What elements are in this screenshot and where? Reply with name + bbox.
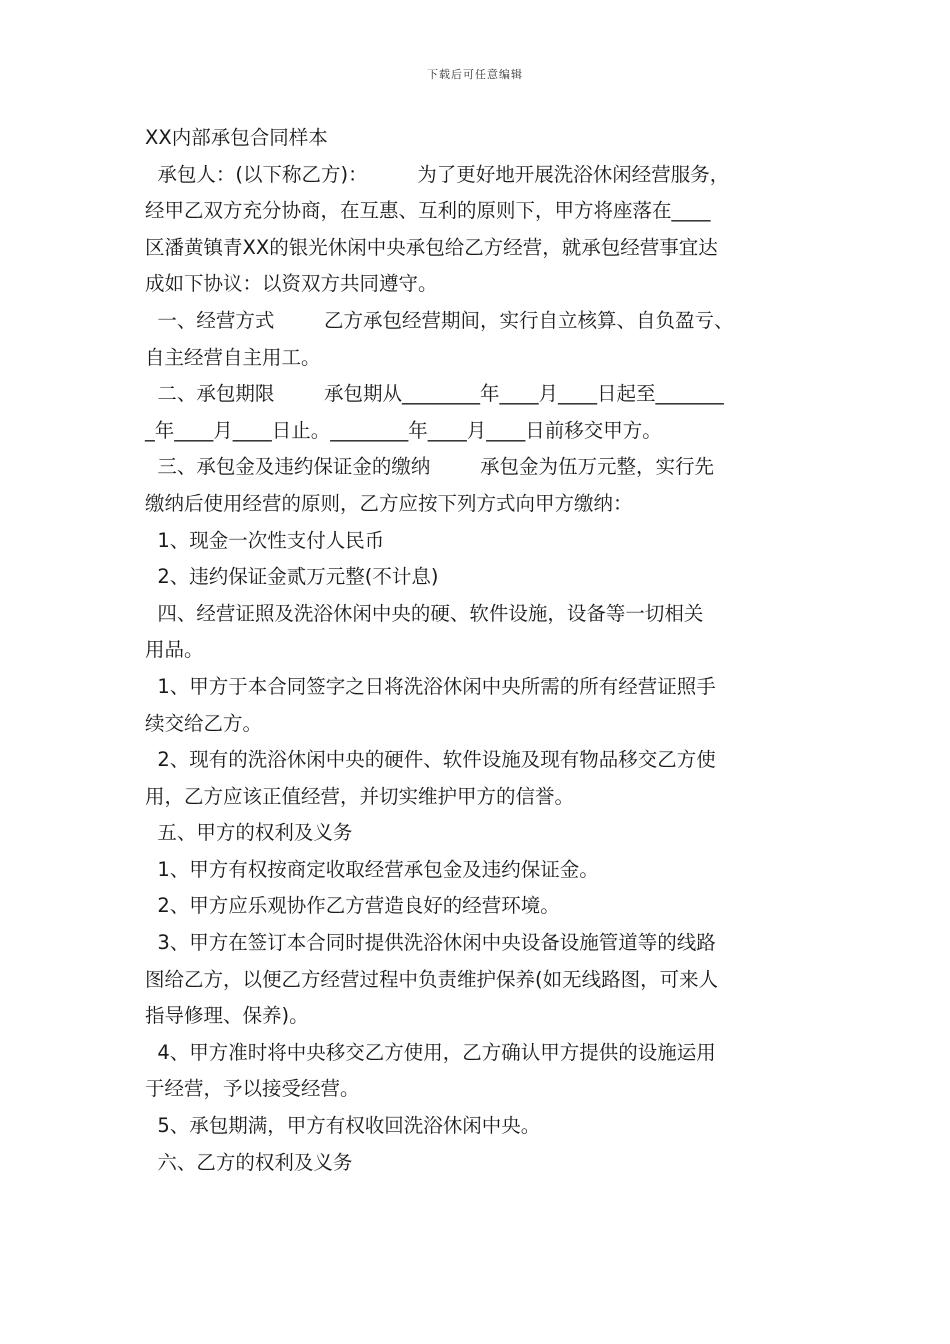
list-item: 4、甲方准时将中央移交乙方使用，乙方确认甲方提供的设施运用: [145, 1040, 716, 1064]
text-line: 于经营，予以接受经营。: [145, 1077, 360, 1101]
list-item: 1、现金一次性支付人民币: [145, 528, 385, 552]
section-heading: 四、经营证照及洗浴休闲中央的硬、软件设施，设备等一切相关: [145, 601, 704, 625]
text-line: 自主经营自主用工。: [145, 345, 321, 369]
text-line: 图给乙方，以便乙方经营过程中负责维护保养(如无线路图，可来人: [145, 967, 719, 991]
section-heading: 一、经营方式 乙方承包经营期间，实行自立核算、自负盈亏、: [145, 308, 734, 332]
text-line: 成如下协议：以资双方共同遵守。: [145, 272, 438, 296]
text-line: 经甲乙双方充分协商，在互惠、互利的原则下，甲方将座落在____: [145, 199, 711, 223]
section-heading: 二、承包期限 承包期从________年____月____日起至_______: [145, 382, 724, 406]
document-title: XX内部承包合同样本: [145, 126, 328, 149]
text-line: 用，乙方应该正值经营，并切实维护甲方的信誉。: [145, 784, 575, 808]
section-heading: 五、甲方的权利及义务: [145, 821, 353, 845]
text-line: 用品。: [145, 638, 204, 662]
document-body: [145, 120, 809, 1181]
list-item: 2、现有的洗浴休闲中央的硬件、软件设施及现有物品移交乙方使: [145, 748, 716, 772]
list-item: 5、承包期满，甲方有权收回洗浴休闲中央。: [145, 1114, 541, 1138]
text-line: 区潘黄镇青XX的银光休闲中央承包给乙方经营，就承包经营事宜达: [145, 235, 718, 259]
text-line: 承包人：(以下称乙方)： 为了更好地开展洗浴休闲经营服务，: [145, 162, 730, 186]
header-note: 下载后可任意编辑: [427, 68, 523, 81]
list-item: 2、甲方应乐观协作乙方营造良好的经营环境。: [145, 894, 560, 918]
section-heading: 六、乙方的权利及义务: [145, 1150, 353, 1174]
text-line: 指导修理、保养)。: [145, 1004, 309, 1028]
section-heading: 三、承包金及违约保证金的缴纳 承包金为伍万元整，实行先: [145, 455, 714, 479]
text-line: 缴纳后使用经营的原则，乙方应按下列方式向甲方缴纳：: [145, 491, 633, 515]
list-item: 3、甲方在签订本合同时提供洗浴休闲中央设备设施管道等的线路: [145, 931, 716, 955]
list-item: 1、甲方于本合同签字之日将洗浴休闲中央所需的所有经营证照手: [145, 674, 716, 698]
list-item: 2、违约保证金贰万元整(不计息): [145, 565, 439, 589]
list-item: 1、甲方有权按商定收取经营承包金及违约保证金。: [145, 857, 599, 881]
text-line: _年____月____日止。________年____月____日前移交甲方。: [145, 418, 662, 442]
text-line: 续交给乙方。: [145, 711, 263, 735]
